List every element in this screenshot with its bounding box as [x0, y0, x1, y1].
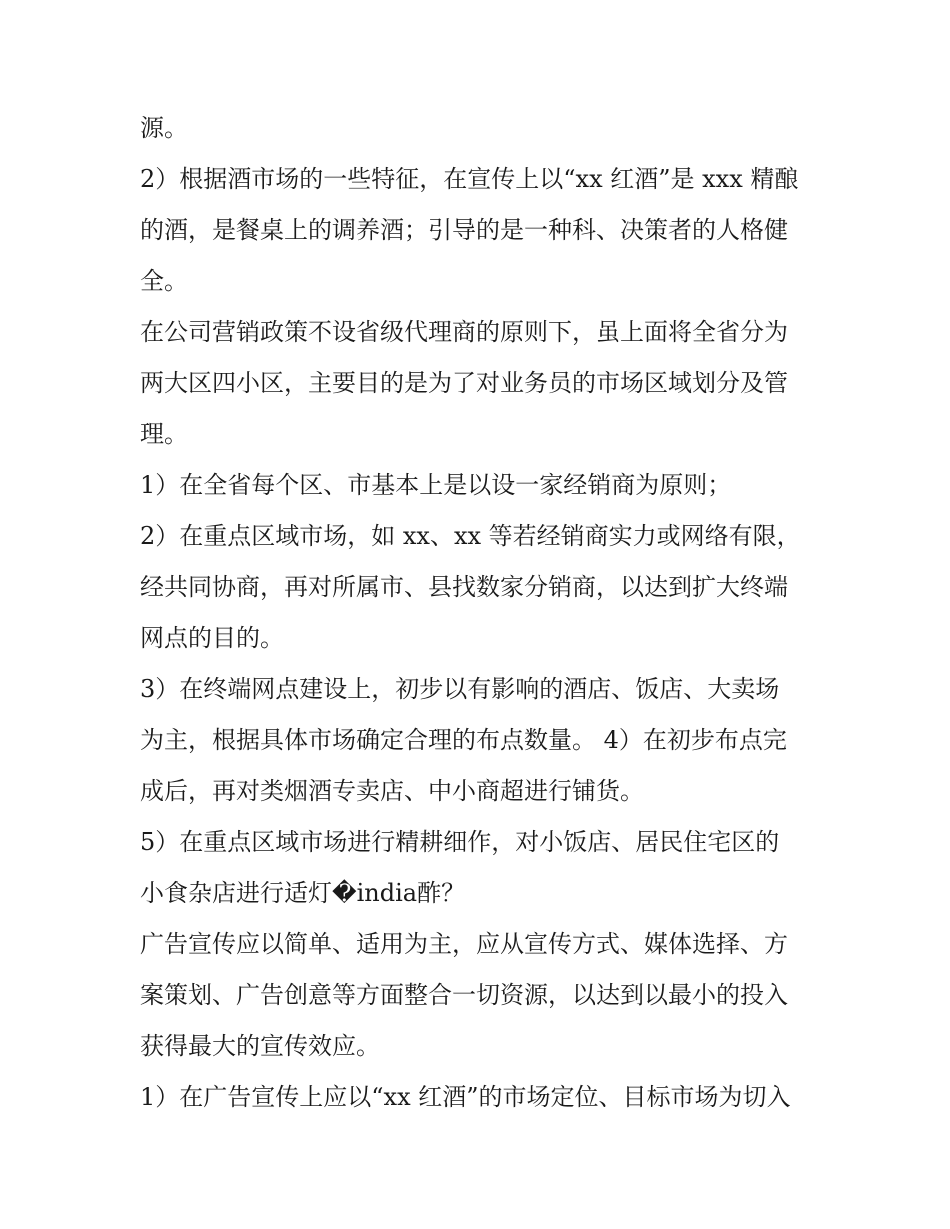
- text-line: 的酒，是餐桌上的调养酒；引导的是一种科、决策者的人格健: [140, 216, 788, 244]
- text-line: 在公司营销政策不设省级代理商的原则下，虽上面将全省分为: [140, 318, 788, 346]
- text-line: 获得最大的宣传效应。: [140, 1032, 380, 1060]
- document-body: [140, 103, 820, 1123]
- text-line: 全。: [140, 267, 188, 295]
- text-line: 2）根据酒市场的一些特征，在宣传上以“xx 红酒”是 xxx 精酿: [140, 165, 799, 193]
- text-line: 经共同协商，再对所属市、县找数家分销商，以达到扩大终端: [140, 573, 788, 601]
- text-line: 1）在全省每个区、市基本上是以设一家经销商为原则；: [140, 471, 732, 499]
- text-line: 源。: [140, 114, 188, 142]
- text-line: 广告宣传应以简单、适用为主，应从宣传方式、媒体选择、方: [140, 930, 788, 958]
- text-line: 小食杂店进行适灯�india酢？: [140, 879, 466, 907]
- text-line: 2）在重点区域市场，如 xx、xx 等若经销商实力或网络有限，: [140, 522, 801, 550]
- text-line: 1）在广告宣传上应以“xx 红酒”的市场定位、目标市场为切入: [140, 1083, 791, 1111]
- text-line: 案策划、广告创意等方面整合一切资源，以达到以最小的投入: [140, 981, 788, 1009]
- text-line: 网点的目的。: [140, 624, 284, 652]
- text-line: 5）在重点区域市场进行精耕细作，对小饭店、居民住宅区的: [140, 828, 780, 856]
- text-line: 成后，再对类烟酒专卖店、中小商超进行铺货。: [140, 777, 644, 805]
- text-line: 3）在终端网点建设上，初步以有影响的酒店、饭店、大卖场: [140, 675, 780, 703]
- text-line: 两大区四小区，主要目的是为了对业务员的市场区域划分及管: [140, 369, 788, 397]
- text-line: 为主，根据具体市场确定合理的布点数量。 4）在初步布点完: [140, 726, 787, 754]
- text-line: 理。: [140, 420, 188, 448]
